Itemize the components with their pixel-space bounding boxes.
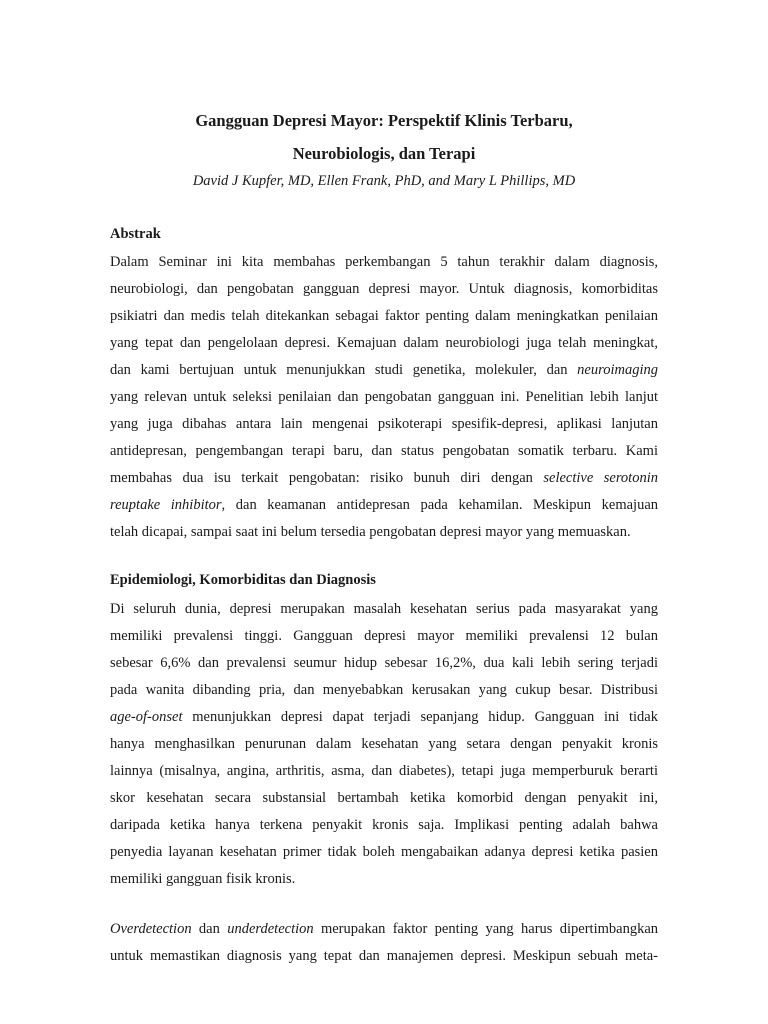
line-text: memiliki gangguan fisik kronis. [110,871,296,887]
text-line [110,704,658,731]
abstract-heading: Abstrak [110,226,161,242]
italic-term: age-of-onset [110,709,183,725]
line-text: telah dicapai, sampai saat ini belum tersedia pengobatan depresi mayor yang memuaskan. [110,524,631,540]
text-line [110,357,658,384]
line-text: neurobiologi, dan pengobatan gangguan depresi mayor. Untuk diagnosis, komorbiditas [110,281,658,297]
text-line [110,249,658,276]
line-text: menunjukkan depresi dapat terjadi sepanjang hidup. Gangguan ini tidak [182,709,658,725]
text-line [110,650,658,677]
line-text: merupakan faktor penting yang harus dipertimbangkan [313,921,659,937]
document-title-line-1: Gangguan Depresi Mayor: Perspektif Klinis Terbaru, [195,111,573,130]
line-text: , dan keamanan antidepresan pada kehamilan. Meskipun kemajuan [221,497,659,513]
text-line [110,623,658,650]
line-text: memiliki prevalensi tinggi. Gangguan depresi mayor memiliki prevalensi 12 bulan [110,628,658,644]
line-text: untuk memastikan diagnosis yang tepat dan manajemen depresi. Meskipun sebuah meta- [110,948,658,964]
italic-term: selective serotonin [543,470,658,486]
text-line [110,438,658,465]
line-text: Dalam Seminar ini kita membahas perkembangan 5 tahun terakhir dalam diagnosis, [110,254,658,270]
italic-term: Overdetection [110,921,192,937]
text-line [110,330,658,357]
text-line [110,731,658,758]
text-line [110,839,658,866]
text-line [110,677,658,704]
line-text: hanya menghasilkan penurunan dalam kesehatan yang setara dengan penyakit kronis [110,736,658,752]
text-line [110,411,658,438]
line-text: antidepresan, pengembangan terapi baru, dan status pengobatan somatik terbaru. Kami [110,443,658,459]
text-line [110,866,658,893]
text-line [110,519,658,546]
line-text: pada wanita dibanding pria, dan menyebabkan kerusakan yang cukup besar. Distribusi [110,682,658,698]
line-text: dan [191,921,228,937]
line-text: yang relevan untuk seleksi penilaian dan pengobatan gangguan ini. Penelitian lebih lanjut [110,389,658,405]
document-title-line-2: Neurobiologis, dan Terapi [292,144,476,163]
line-text: Di seluruh dunia, depresi merupakan masalah kesehatan serius pada masyarakat yang [110,601,658,617]
italic-term: underdetection [227,921,314,937]
epidemiology-heading: Epidemiologi, Komorbiditas dan Diagnosis [110,572,376,588]
line-text: dan kami bertujuan untuk menunjukkan studi genetika, molekuler, dan [110,362,578,378]
text-line [110,276,658,303]
text-line [110,465,658,492]
text-line [110,943,658,970]
detection-paragraph [110,916,658,970]
line-text: membahas dua isu terkait pengobatan: risiko bunuh diri dengan [110,470,544,486]
text-line [110,785,658,812]
text-line [110,596,658,623]
italic-term: neuroimaging [577,362,658,378]
document-authors: David J Kupfer, MD, Ellen Frank, PhD, and Mary L Phillips, MD [192,173,576,189]
line-text: daripada ketika hanya terkena penyakit kronis saja. Implikasi penting adalah bahwa [110,817,658,833]
line-text: penyedia layanan kesehatan primer tidak boleh mengabaikan adanya depresi ketika pasien [110,844,658,860]
line-text: yang tepat dan pengelolaan depresi. Kemajuan dalam neurobiologi juga telah meningkat, [110,335,658,351]
text-line [110,812,658,839]
text-line [110,492,658,519]
line-text: yang juga dibahas antara lain mengenai psikoterapi spesifik-depresi, aplikasi lanjutan [110,416,658,432]
line-text: lainnya (misalnya, angina, arthritis, asma, dan diabetes), tetapi juga memperburuk berarti [110,763,658,779]
italic-term: reuptake inhibitor [110,497,222,513]
abstract-paragraph [110,249,658,546]
text-line [110,916,658,943]
line-text: sebesar 6,6% dan prevalensi seumur hidup sebesar 16,2%, dua kali lebih sering terjadi [110,655,658,671]
text-line [110,758,658,785]
text-line [110,384,658,411]
epidemiology-paragraph [110,596,658,893]
text-line [110,303,658,330]
line-text: skor kesehatan secara substansial bertambah ketika komorbid dengan penyakit ini, [110,790,658,806]
line-text: psikiatri dan medis telah ditekankan sebagai faktor penting dalam meningkatkan penilaian [110,308,658,324]
